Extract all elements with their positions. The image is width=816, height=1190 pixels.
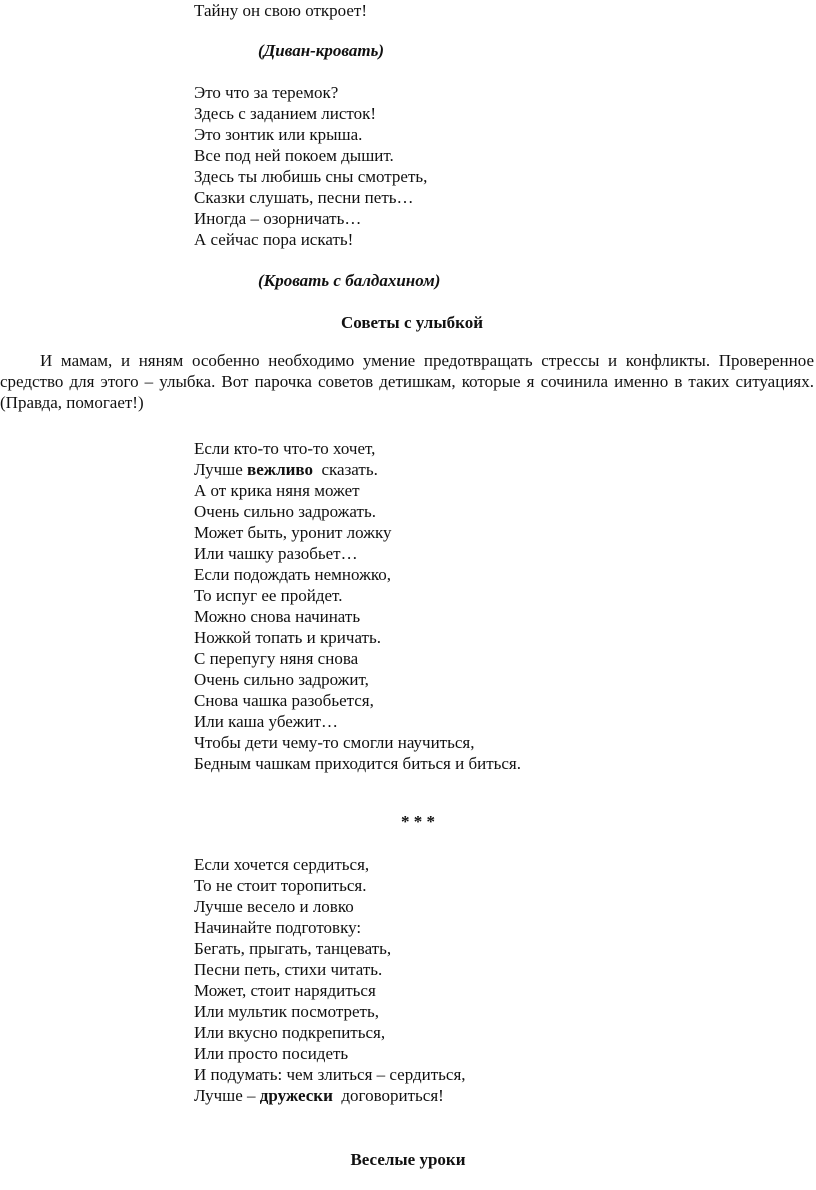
section-title-lessons: Веселые уроки: [350, 1150, 466, 1169]
poem-text: сказать.: [313, 460, 378, 479]
poem-line: Очень сильно задрожит,: [194, 670, 369, 689]
poem-text: договориться!: [332, 1086, 444, 1105]
poem-line: Все под ней покоем дышит.: [194, 146, 394, 165]
poem-line: Чтобы дети чему-то смогли научиться,: [194, 733, 475, 752]
poem-line: Можно снова начинать: [194, 607, 361, 626]
poem-text: Лучше: [194, 460, 248, 479]
poem-line: Или просто посидеть: [194, 1044, 349, 1063]
poem-line: [194, 1085, 466, 1106]
poem-line: С перепугу няня снова: [194, 649, 359, 668]
poem-line: Если кто-то что-то хочет,: [194, 439, 376, 458]
poem-line: Здесь ты любишь сны смотреть,: [194, 167, 428, 186]
poem-line: То не стоит торопиться.: [194, 876, 367, 895]
poem-line: И подумать: чем злиться – сердиться,: [194, 1065, 466, 1084]
poem-line: Снова чашка разобьется,: [194, 691, 374, 710]
poem-line: То испуг ее пройдет.: [194, 586, 343, 605]
poem-line: А от крика няня может: [194, 481, 360, 500]
poem-line: Если подождать немножко,: [194, 565, 391, 584]
poem-line: Здесь с заданием листок!: [194, 104, 377, 123]
poem-line: Бедным чашкам приходится биться и биться.: [194, 754, 521, 773]
poem-line: Очень сильно задрожать.: [194, 502, 376, 521]
poem-line: Если хочется сердиться,: [194, 855, 370, 874]
poem-line: Это что за теремок?: [194, 83, 339, 102]
poem-line: Начинайте подготовку:: [194, 918, 362, 937]
poem-line: Иногда – озорничать…: [194, 209, 362, 228]
poem-emphasis: дружески: [259, 1086, 333, 1105]
stanza-separator: * * *: [401, 812, 435, 831]
intro-paragraph: И мамам, и няням особенно необходимо умение предотвращать стрессы и конфликты. Проверенное средство для этого – улыбка. Вот парочка советов детишкам, которые я сочинила именно в таких ситуациях. (Правда, помогает!): [0, 351, 814, 412]
poem-line: Песни петь, стихи читать.: [194, 960, 383, 979]
poem-line: Бегать, прыгать, танцевать,: [194, 939, 392, 958]
riddle-answer-1: (Диван-кровать): [258, 41, 385, 60]
poem-emphasis: вежливо: [247, 460, 313, 479]
riddle-closing-line: Тайну он свою откроет!: [194, 1, 368, 20]
poem-line: Лучше весело и ловко: [194, 897, 354, 916]
riddle-answer-2: (Кровать с балдахином): [258, 271, 441, 290]
poem-line: Или чашку разобьет…: [194, 544, 358, 563]
poem-text: Лучше –: [194, 1086, 260, 1105]
poem-line: Это зонтик или крыша.: [194, 125, 363, 144]
advice-poem-1: [194, 438, 521, 774]
poem-line: Может, стоит нарядиться: [194, 981, 376, 1000]
riddle-poem: [194, 82, 427, 250]
poem-line: Или вкусно подкрепиться,: [194, 1023, 386, 1042]
poem-line: [194, 459, 521, 480]
poem-line: Или каша убежит…: [194, 712, 339, 731]
poem-line: Может быть, уронит ложку: [194, 523, 392, 542]
section-title-advice: Советы с улыбкой: [340, 313, 483, 332]
poem-line: Или мультик посмотреть,: [194, 1002, 379, 1021]
poem-line: А сейчас пора искать!: [194, 230, 354, 249]
poem-line: Сказки слушать, песни петь…: [194, 188, 414, 207]
advice-poem-2: [194, 854, 466, 1106]
poem-line: Ножкой топать и кричать.: [194, 628, 381, 647]
